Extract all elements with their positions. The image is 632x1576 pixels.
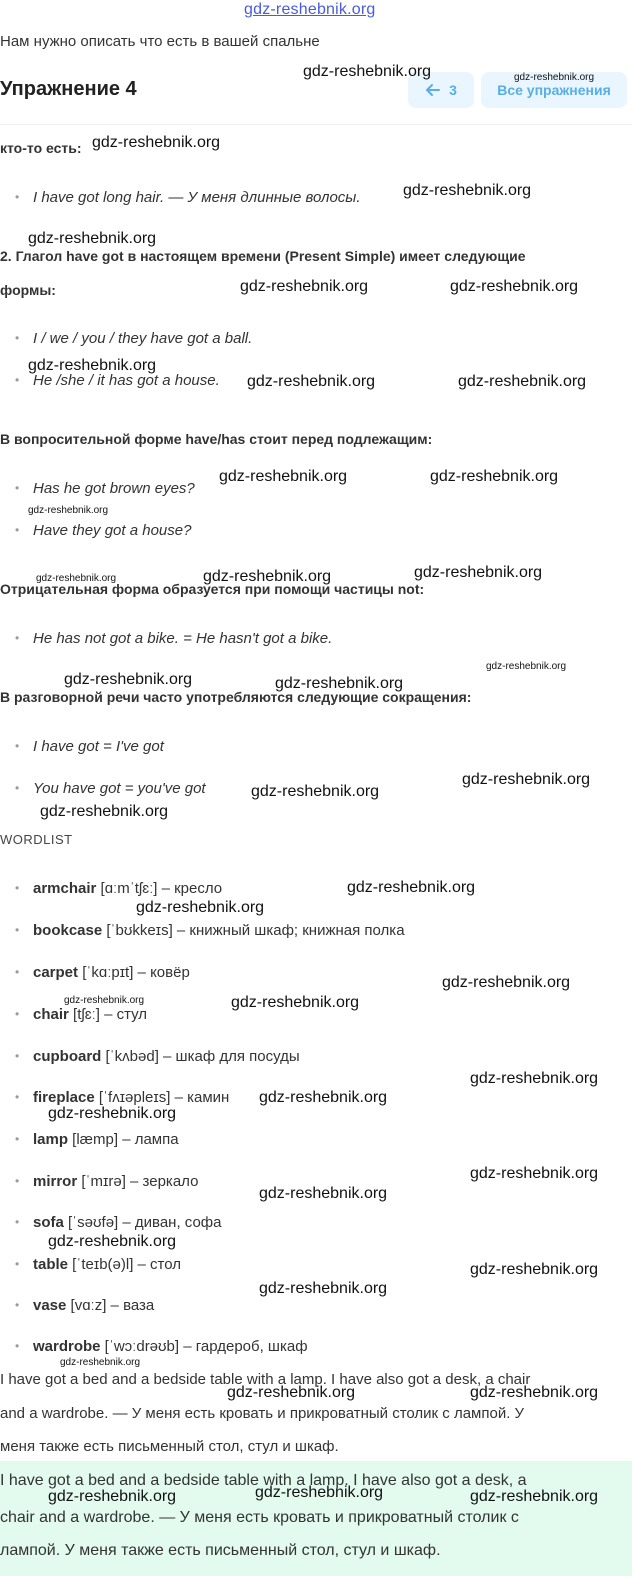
wordlist-item [33, 1256, 181, 1273]
watermark: gdz-reshebnik.org [442, 974, 571, 991]
arrow-left-icon [425, 82, 441, 98]
watermark: gdz-reshebnik.org [28, 505, 109, 516]
watermark: gdz-reshebnik.org [255, 1484, 384, 1501]
watermark: gdz-reshebnik.org [430, 468, 559, 485]
watermark: gdz-reshebnik.org [247, 373, 376, 390]
watermark: gdz-reshebnik.org [450, 278, 579, 295]
wordlist-item [33, 1048, 300, 1065]
wordlist-item [33, 1338, 308, 1355]
answer-line: лампой. У меня также есть письменный стол, стул и шкаф. [0, 1542, 441, 1559]
watermark: gdz-reshebnik.org [64, 671, 193, 688]
watermark: gdz-reshebnik.org [259, 1185, 388, 1202]
wordlist-item [33, 1173, 198, 1190]
watermark: gdz-reshebnik.org [259, 1089, 388, 1106]
watermark: gdz-reshebnik.org [28, 357, 157, 374]
word-definition: [ˈmɪrə] – зеркало [77, 1173, 199, 1190]
word: carpet [33, 964, 79, 981]
watermark: gdz-reshebnik.org [231, 994, 360, 1011]
site-title-link[interactable]: gdz-reshebnik.org [244, 1, 376, 18]
word: cupboard [33, 1048, 102, 1065]
wordlist-item [33, 1214, 221, 1231]
rule-2-line-1: 2. Глагол have got в настоящем времени (Present Simple) имеет следующие [0, 248, 526, 264]
wordlist-item [33, 1006, 147, 1023]
watermark: gdz-reshebnik.org [28, 230, 157, 247]
watermark: gdz-reshebnik.org [40, 803, 169, 820]
watermark: gdz-reshebnik.org [64, 995, 145, 1006]
word: sofa [33, 1214, 64, 1231]
word: fireplace [33, 1089, 95, 1106]
watermark: gdz-reshebnik.org [251, 783, 380, 800]
contraction-item: • I have got = I've got [33, 738, 164, 755]
watermark: gdz-reshebnik.org [347, 879, 476, 896]
watermark: gdz-reshebnik.org [303, 63, 432, 80]
solution-line: меня также есть письменный стол, стул и шкаф. [0, 1438, 339, 1455]
word: table [33, 1256, 69, 1273]
watermark: gdz-reshebnik.org [470, 1488, 599, 1505]
watermark: gdz-reshebnik.org [470, 1070, 599, 1087]
theory-intro-tail: кто-то есть: [0, 140, 82, 156]
watermark: gdz-reshebnik.org [275, 675, 404, 692]
answer-line: I have got a bed and a bedside table with a lamp. I have also got a desk, a [0, 1472, 527, 1489]
contraction-rule: В разговорной речи часто употребляются следующие сокращения: [0, 689, 472, 705]
word-definition: [ˈbʊkkeɪs] – книжный шкаф; книжная полка [102, 922, 405, 939]
example-item: • I have got long hair. — У меня длинные волосы. [33, 189, 361, 206]
all-exercises-button[interactable]: Все упражнения [481, 72, 627, 108]
wordlist-item [33, 880, 222, 897]
watermark: gdz-reshebnik.org [470, 1165, 599, 1182]
word: chair [33, 1006, 69, 1023]
prev-exercise-label: 3 [449, 82, 457, 98]
watermark: gdz-reshebnik.org [462, 771, 591, 788]
word: wardrobe [33, 1338, 101, 1355]
wordlist-item [33, 1089, 229, 1106]
question-item: • Has he got brown eyes? [33, 480, 195, 497]
watermark: gdz-reshebnik.org [486, 661, 567, 672]
watermark: gdz-reshebnik.org [403, 182, 532, 199]
watermark: gdz-reshebnik.org [60, 1357, 141, 1368]
form-item: • He /she / it has got a house. [33, 372, 220, 389]
watermark: gdz-reshebnik.org [259, 1280, 388, 1297]
watermark: gdz-reshebnik.org [219, 468, 348, 485]
word-definition: [ˈwɔːdrəʊb] – гардероб, шкаф [100, 1338, 308, 1355]
word-definition: [ˈsəʊfə] – диван, софа [63, 1214, 222, 1231]
answer-line: chair and a wardrobe. — У меня есть кровать и прикроватный столик с [0, 1509, 519, 1526]
intro-text: Нам нужно описать что есть в вашей спальне [0, 33, 320, 50]
form-item: • I / we / you / they have got a ball. [33, 330, 252, 347]
watermark: gdz-reshebnik.org [92, 134, 221, 151]
wordlist-item [33, 922, 405, 939]
word-definition: [ˈkʌbəd] – шкаф для посуды [101, 1048, 300, 1065]
word: armchair [33, 880, 97, 897]
watermark: gdz-reshebnik.org [470, 1384, 599, 1401]
wordlist-item [33, 964, 190, 981]
page-title: Упражнение 4 [0, 78, 137, 100]
word-definition: [læmp] – лампа [68, 1131, 179, 1148]
negative-rule: Отрицательная форма образуется при помощи частицы not: [0, 581, 425, 597]
watermark: gdz-reshebnik.org [514, 72, 595, 83]
solution-line: I have got a bed and a bedside table with a lamp. I have also got a desk, a chair [0, 1371, 531, 1388]
word: bookcase [33, 922, 103, 939]
word-definition: [vɑːz] – ваза [66, 1297, 155, 1314]
word: vase [33, 1297, 67, 1314]
word-definition: [ˈkɑːpɪt] – ковёр [78, 964, 190, 981]
watermark: gdz-reshebnik.org [458, 373, 587, 390]
wordlist-item [33, 1297, 154, 1314]
word: lamp [33, 1131, 69, 1148]
watermark: gdz-reshebnik.org [48, 1233, 177, 1250]
watermark: gdz-reshebnik.org [240, 278, 369, 295]
watermark: gdz-reshebnik.org [36, 573, 117, 584]
watermark: gdz-reshebnik.org [414, 564, 543, 581]
question-item: • Have they got a house? [33, 522, 191, 539]
word-definition: [tʃɛː] – стул [68, 1006, 148, 1023]
question-rule: В вопросительной форме have/has стоит перед подлежащим: [0, 431, 433, 447]
watermark: gdz-reshebnik.org [48, 1488, 177, 1505]
watermark: gdz-reshebnik.org [227, 1384, 356, 1401]
negative-item: • He has not got a bike. = He hasn't got a bike. [33, 630, 332, 647]
word-definition: [ˈfʌɪəpleɪs] – камин [94, 1089, 230, 1106]
watermark: gdz-reshebnik.org [48, 1105, 177, 1122]
wordlist-heading: WORDLIST [0, 832, 73, 847]
watermark: gdz-reshebnik.org [136, 899, 265, 916]
solution-line: and a wardrobe. — У меня есть кровать и прикроватный столик с лампой. У [0, 1405, 525, 1422]
watermark: gdz-reshebnik.org [203, 568, 332, 585]
contraction-item: • You have got = you've got [33, 780, 206, 797]
word-definition: [ˈteɪb(ə)l] – стол [68, 1256, 182, 1273]
watermark: gdz-reshebnik.org [470, 1261, 599, 1278]
rule-2-line-2: формы: [0, 282, 56, 298]
word-definition: [ɑːmˈtʃɛː] – кресло [96, 880, 223, 897]
word: mirror [33, 1173, 78, 1190]
wordlist-item [33, 1131, 179, 1148]
